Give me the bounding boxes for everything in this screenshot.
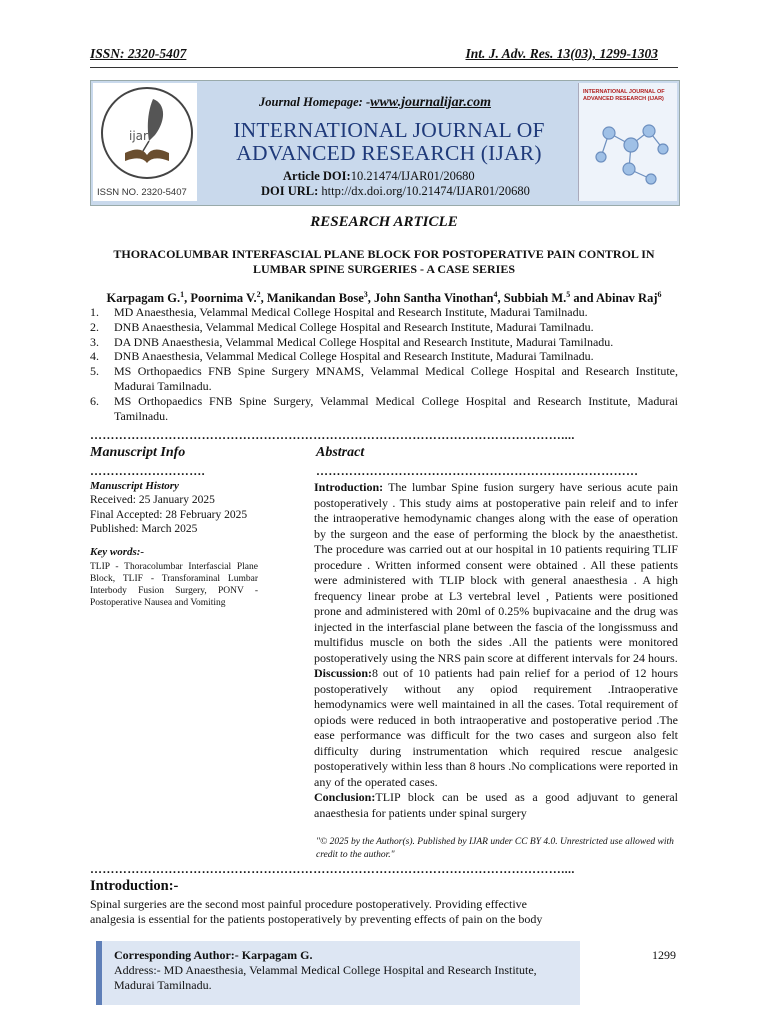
- author-name: John Santha Vinothan: [374, 291, 494, 306]
- discussion-text: 8 out of 10 patients had pain relief for a period of 12 hours postoperatively without any opiod requirement .Intraoperative hemodynamics were well maintained in all the cases. Total requirement of opiods were reduced in both intraoperative and postoperative period .The ease performance was difficult for the two cases and surgeon also felt difficulty during instrumentation which required rescue analgesic postoperatively within less than 8 hours .No complications were reported in any of the operated cases.: [314, 666, 678, 789]
- author-sup: 6: [657, 290, 662, 299]
- introduction-line: Spinal surgeries are the second most painful procedure postoperatively. Providing effective: [90, 897, 527, 911]
- homepage-label: Journal Homepage: -: [259, 95, 371, 109]
- article-title-line1: THORACOLUMBAR INTERFASCIAL PLANE BLOCK FOR POSTOPERATIVE PAIN CONTROL IN: [113, 247, 655, 261]
- history-label: Manuscript History: [90, 480, 179, 492]
- affiliation-number: 6.: [90, 393, 99, 408]
- conclusion-label: Conclusion:: [314, 790, 376, 804]
- doi-url-link[interactable]: http://dx.doi.org/10.21474/IJAR01/20680: [321, 184, 530, 198]
- address-line: Madurai Tamilnadu.: [114, 978, 212, 992]
- keywords-label: Key words:-: [90, 546, 145, 558]
- doi-label: Article DOI:: [283, 169, 351, 183]
- molecule-icon: [579, 83, 677, 201]
- doi-value: 10.21474/IJAR01/20680: [350, 169, 475, 183]
- author-sup: 2: [256, 290, 261, 299]
- abstract-body: [314, 480, 678, 821]
- author-name: Poornima V.: [190, 291, 257, 306]
- header-rule: [90, 67, 678, 68]
- affiliation-item: [90, 305, 678, 320]
- author-sup: 1: [180, 290, 185, 299]
- journal-cover-thumbnail: [578, 83, 677, 201]
- affiliation-item: [90, 320, 678, 335]
- affiliation-item: [90, 394, 678, 424]
- manuscript-info-heading: Manuscript Info: [90, 445, 186, 460]
- dotted-separator: ……………………………………………………………………………………………………....: [90, 428, 575, 442]
- author-list: Karpagam G.$^1$, Poornima V.$^2$, Manikandan Bose$^3$, John Santha Vinothan$^4$, Subbiah M.$^5$ and Abinav Raj$^6$: [106, 290, 662, 306]
- corresponding-author-box: [96, 941, 580, 1005]
- affiliation-text: MS Orthopaedics FNB Spine Surgery, Velammal Medical College Hospital and Research Institute, Madurai Tamilnadu.: [114, 393, 678, 423]
- affiliation-list: [90, 305, 678, 423]
- author-name: Karpagam G.: [106, 291, 181, 306]
- article-title: [90, 247, 678, 277]
- affiliation-number: 3.: [90, 334, 99, 349]
- corresponding-author-name: Corresponding Author:- Karpagam G.: [114, 948, 313, 962]
- journal-name-line2: ADVANCED RESEARCH (IJAR): [236, 141, 542, 165]
- journal-logo: [93, 83, 197, 201]
- dotted-separator: ……………………………………………………………………: [316, 464, 639, 478]
- author-name: Manikandan Bose: [266, 291, 364, 306]
- affiliation-text: DNB Anaesthesia, Velammal Medical College Hospital and Research Institute, Madurai Tamilnadu.: [114, 349, 594, 364]
- doi-url: [261, 184, 530, 199]
- author-sup: 4: [493, 290, 498, 299]
- affiliation-text: DNB Anaesthesia, Velammal Medical College Hospital and Research Institute, Madurai Tamilnadu.: [114, 319, 594, 334]
- introduction-heading: Introduction:-: [90, 878, 179, 894]
- discussion-label: Discussion:: [314, 666, 373, 680]
- abstract-heading: Abstract: [316, 445, 365, 460]
- license-note: "© 2025 by the Author(s). Published by IJAR under CC BY 4.0. Unrestricted use allowed with credit to the author.": [316, 837, 674, 860]
- keywords-text: TLIP - Thoracolumbar Interfascial Plane Block, TLIF - Transforaminal Lumbar Interbody Fusion Surgery, PONV - Postoperative Nausea and Vomiting: [90, 562, 258, 608]
- affiliation-text: MD Anaesthesia, Velammal Medical College Hospital and Research Institute, Madurai Tamilnadu.: [114, 305, 588, 319]
- intro-label: Introduction:: [314, 480, 384, 494]
- logo-seal: [101, 87, 193, 179]
- address-line: Address:- MD Anaesthesia, Velammal Medical College Hospital and Research Institute,: [114, 963, 537, 977]
- journal-name: [219, 119, 559, 165]
- conclusion-text: TLIP block can be used as a good adjuvant to general anaesthesia for patients under spinal surgery: [314, 790, 678, 820]
- affiliation-number: 4.: [90, 349, 99, 364]
- article-title-line2: LUMBAR SPINE SURGERIES - A CASE SERIES: [252, 262, 516, 276]
- received-date: Received: 25 January 2025: [90, 494, 215, 506]
- author-name: Abinav Raj: [596, 291, 658, 306]
- manuscript-history: [90, 480, 290, 537]
- affiliation-number: 2.: [90, 319, 99, 334]
- abstract-introduction: [314, 480, 678, 666]
- abstract-conclusion: [314, 790, 678, 821]
- issn-header: ISSN: 2320-5407: [90, 46, 187, 61]
- author-sup: 3: [363, 290, 368, 299]
- affiliation-item: [90, 335, 678, 350]
- article-doi: [283, 169, 475, 184]
- cover-title: INTERNATIONAL JOURNAL OF ADVANCED RESEARCH (IJAR): [583, 89, 665, 102]
- intro-text: The lumbar Spine fusion surgery have serious acute pain postoperatively . This study aims at postoperative pain releif and to infer the intraoperative hemodynamic changes along with the ease of operation by the surgeon and the ease of performing the block by the anaesthetist. The procedure was carried out at our hospital in 10 patients requiring TLIF procedure . Written informed consent were obtained . All these patients were administered with TLIP block with general anaesthesia . A high frequency linear probe at L3 vertebral level , Patients were positioned prone and administered with 20ml of 0.25% bupivacaine and the drug was injected in the interfascial plane between the fascia of the longissmuss and multifidus muscle on both the sides .All the patients were monitored postoperatively using the NRS pain score at different intervals for 24 hours.: [314, 480, 678, 665]
- page-number: 1299: [652, 948, 676, 962]
- logo-text: ijar: [129, 129, 148, 143]
- affiliation-item: [90, 349, 678, 364]
- journal-name-line1: INTERNATIONAL JOURNAL OF: [233, 118, 545, 142]
- dotted-separator: ……………………………………………………………………………………………………....: [90, 862, 575, 876]
- homepage-link[interactable]: www.journalijar.com: [370, 95, 491, 110]
- affiliation-number: 5.: [90, 364, 99, 379]
- citation-header: Int. J. Adv. Res. 13(03), 1299-1303: [465, 46, 658, 61]
- journal-homepage: [259, 95, 491, 111]
- affiliation-number: 1.: [90, 305, 99, 319]
- author-sup: 5: [566, 290, 571, 299]
- introduction-line: analgesia is essential for the patients postoperatively by preventing effects of pain on the body: [90, 912, 543, 926]
- abstract-discussion: [314, 666, 678, 790]
- accepted-date: Final Accepted: 28 February 2025: [90, 508, 248, 521]
- article-type: RESEARCH ARTICLE: [310, 214, 458, 230]
- author-name: Subbiah M.: [503, 291, 567, 306]
- logo-issn: ISSN NO. 2320-5407: [97, 187, 187, 198]
- affiliation-item: [90, 364, 678, 394]
- published-date: Published: March 2025: [90, 523, 198, 535]
- introduction-body: [90, 897, 678, 927]
- doi-url-label: DOI URL:: [261, 184, 319, 198]
- dotted-separator: ……………………….: [90, 464, 205, 478]
- journal-banner: [90, 80, 680, 206]
- affiliation-text: DA DNB Anaesthesia, Velammal Medical College Hospital and Research Institute, Madurai Tamilnadu.: [114, 334, 614, 349]
- corresponding-author-info: [114, 948, 564, 993]
- affiliation-text: MS Orthopaedics FNB Spine Surgery MNAMS, Velammal Medical College Hospital and Research Institute, Madurai Tamilnadu.: [114, 364, 678, 393]
